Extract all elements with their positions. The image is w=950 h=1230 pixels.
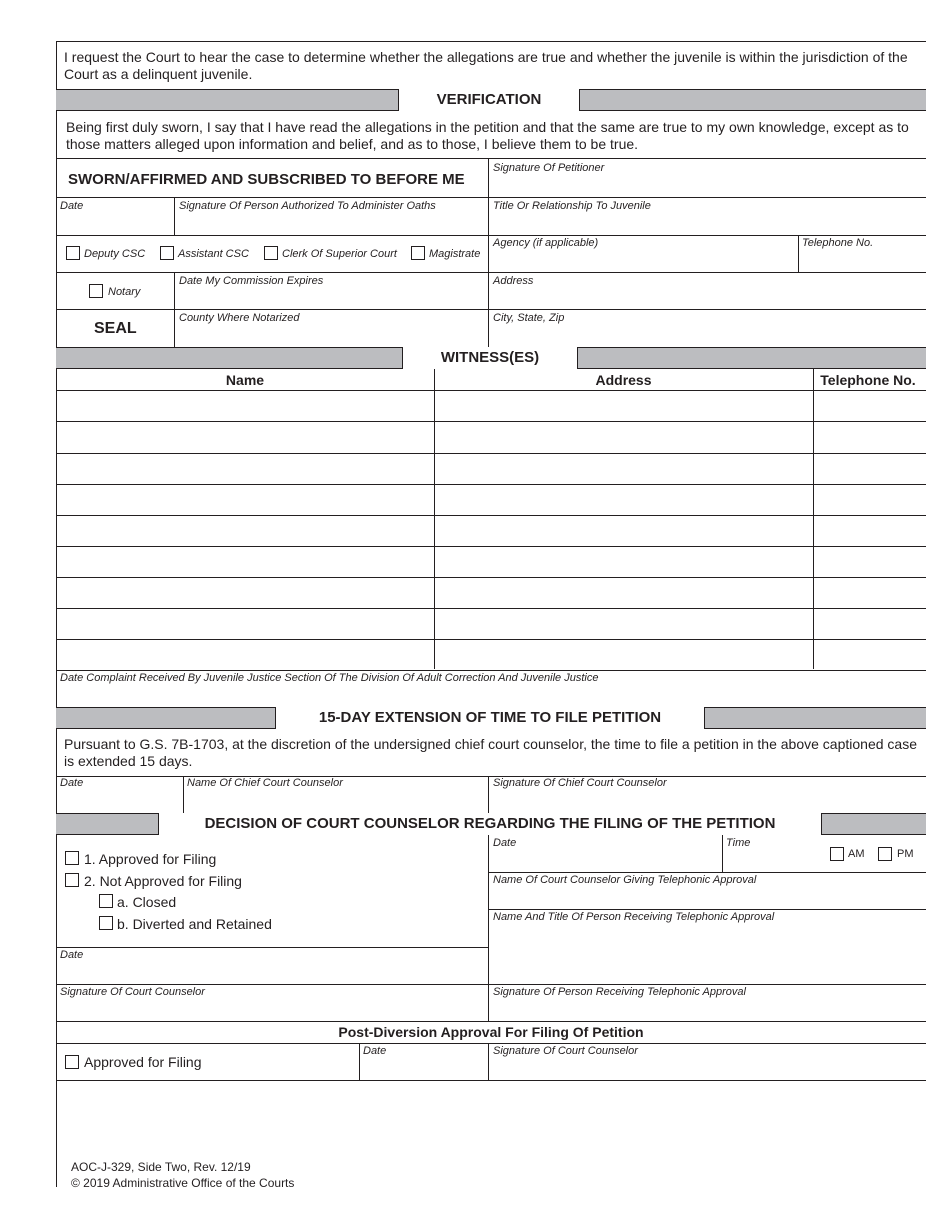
agency-field[interactable] <box>489 249 797 271</box>
col-telephone-header: Telephone No. <box>820 372 916 388</box>
telephone-field[interactable] <box>799 249 926 271</box>
witness-address-cell[interactable] <box>435 547 813 577</box>
extension-date-label: Date <box>60 777 84 789</box>
county-notarized-field[interactable] <box>175 324 487 346</box>
oath-date-field[interactable] <box>57 212 173 234</box>
am-label: AM <box>848 848 865 860</box>
witness-address-cell[interactable] <box>435 640 813 670</box>
verification-title: VERIFICATION <box>398 89 580 111</box>
copyright: © 2019 Administrative Office of the Courts <box>71 1176 295 1190</box>
sig-petitioner-label: Signature Of Petitioner <box>493 162 605 174</box>
sworn-heading: SWORN/AFFIRMED AND SUBSCRIBED TO BEFORE ME <box>68 171 465 188</box>
address-label: Address <box>493 275 534 287</box>
magistrate-label: Magistrate <box>429 248 481 260</box>
clerk-label: Clerk Of Superior Court <box>282 248 397 260</box>
am-checkbox[interactable] <box>830 847 844 861</box>
witness-telephone-cell[interactable] <box>814 578 926 608</box>
witness-name-cell[interactable] <box>57 391 434 421</box>
witness-telephone-cell[interactable] <box>814 547 926 577</box>
witness-telephone-cell[interactable] <box>814 609 926 639</box>
witness-address-cell[interactable] <box>435 578 813 608</box>
telephonic-date-field[interactable] <box>489 849 721 871</box>
decision-title: DECISION OF COURT COUNSELOR REGARDING THE FILING OF THE PETITION <box>158 813 822 835</box>
magistrate-checkbox[interactable] <box>411 246 425 260</box>
sig-chief-counselor-field[interactable] <box>489 790 926 812</box>
col-name-header: Name <box>225 372 265 388</box>
complaint-received-label: Date Complaint Received By Juvenile Justice Section Of The Division Of Adult Correction And Juvenile Justice <box>60 672 599 684</box>
verification-text: Being first duly sworn, I say that I have read the allegations in the petition and that the same are true to my own knowledge, except as to those matters alleged upon information and belief, and as to those, I believe them to be true. <box>66 119 909 152</box>
closed-label: a. Closed <box>117 894 177 910</box>
post-diversion-title: Post-Diversion Approval For Filing Of Petition <box>338 1024 644 1040</box>
extension-title: 15-DAY EXTENSION OF TIME TO FILE PETITION <box>275 707 705 729</box>
clerk-checkbox[interactable] <box>264 246 278 260</box>
witness-address-cell[interactable] <box>435 516 813 546</box>
time-label: Time <box>726 837 751 849</box>
name-giving-approval-label: Name Of Court Counselor Giving Telephonic Approval <box>493 874 757 886</box>
sig-chief-counselor-label: Signature Of Chief Court Counselor <box>493 777 667 789</box>
pm-label: PM <box>897 848 914 860</box>
commission-expires-label: Date My Commission Expires <box>179 275 324 287</box>
notary-checkbox[interactable] <box>89 284 103 298</box>
decision-date-field[interactable] <box>57 961 487 983</box>
witness-address-cell[interactable] <box>435 391 813 421</box>
closed-checkbox[interactable] <box>99 894 113 908</box>
witness-name-cell[interactable] <box>57 516 434 546</box>
witness-telephone-cell[interactable] <box>814 422 926 453</box>
witness-name-cell[interactable] <box>57 640 434 670</box>
telephonic-date-label: Date <box>493 837 517 849</box>
assistant-csc-checkbox[interactable] <box>160 246 174 260</box>
post-approved-checkbox[interactable] <box>65 1055 79 1069</box>
witness-address-cell[interactable] <box>435 422 813 453</box>
not-approved-filing-label: 2. Not Approved for Filing <box>84 873 242 889</box>
diverted-retained-label: b. Diverted and Retained <box>117 916 272 932</box>
witness-telephone-cell[interactable] <box>814 516 926 546</box>
witness-address-cell[interactable] <box>435 485 813 515</box>
witness-name-cell[interactable] <box>57 609 434 639</box>
witness-telephone-cell[interactable] <box>814 454 926 484</box>
seal-label: SEAL <box>94 320 137 337</box>
sig-receiving-approval-field[interactable] <box>489 998 926 1020</box>
title-relationship-label: Title Or Relationship To Juvenile <box>493 200 651 212</box>
name-chief-counselor-label: Name Of Chief Court Counselor <box>187 777 343 789</box>
sig-court-counselor-field[interactable] <box>57 998 487 1020</box>
sig-receiving-approval-label: Signature Of Person Receiving Telephonic Approval <box>493 986 746 998</box>
col-address-header: Address <box>595 372 652 388</box>
time-field[interactable] <box>723 849 823 871</box>
address-field[interactable] <box>489 287 926 308</box>
form-id: AOC-J-329, Side Two, Rev. 12/19 <box>71 1160 251 1174</box>
extension-date-field[interactable] <box>57 790 182 812</box>
witness-name-cell[interactable] <box>57 547 434 577</box>
name-receiving-approval-field[interactable] <box>489 923 926 983</box>
telephone-label: Telephone No. <box>802 237 874 249</box>
post-date-label: Date <box>363 1045 387 1057</box>
witness-name-cell[interactable] <box>57 454 434 484</box>
top-border <box>56 41 926 42</box>
intro-text: I request the Court to hear the case to determine whether the allegations are true and whether the juvenile is within the jurisdiction of the Court as a delinquent juvenile. <box>64 49 908 82</box>
city-state-zip-label: City, State, Zip <box>493 312 565 324</box>
witness-telephone-cell[interactable] <box>814 640 926 670</box>
decision-date-label: Date <box>60 949 84 961</box>
sig-authorized-field[interactable] <box>175 212 487 234</box>
commission-expires-field[interactable] <box>175 287 487 308</box>
post-sig-counselor-field[interactable] <box>489 1057 926 1079</box>
sig-authorized-label: Signature Of Person Authorized To Administer Oaths <box>179 200 436 212</box>
witness-name-cell[interactable] <box>57 578 434 608</box>
pm-checkbox[interactable] <box>878 847 892 861</box>
agency-label: Agency (if applicable) <box>493 237 599 249</box>
not-approved-filing-checkbox[interactable] <box>65 873 79 887</box>
post-approved-label: Approved for Filing <box>84 1054 202 1070</box>
extension-text: Pursuant to G.S. 7B-1703, at the discretion of the undersigned chief court counselor, the time to file a petition in the above captioned case is extended 15 days. <box>64 736 917 769</box>
approved-filing-checkbox[interactable] <box>65 851 79 865</box>
title-relationship-field[interactable] <box>489 212 926 234</box>
witness-telephone-cell[interactable] <box>814 391 926 421</box>
witnesses-title: WITNESS(ES) <box>402 347 578 369</box>
city-state-zip-field[interactable] <box>489 324 926 346</box>
sig-petitioner-field[interactable] <box>489 174 926 196</box>
post-date-field[interactable] <box>360 1057 487 1079</box>
notary-label: Notary <box>108 286 141 298</box>
name-giving-approval-field[interactable] <box>489 886 926 908</box>
diverted-retained-checkbox[interactable] <box>99 916 113 930</box>
witness-address-cell[interactable] <box>435 454 813 484</box>
deputy-csc-checkbox[interactable] <box>66 246 80 260</box>
county-notarized-label: County Where Notarized <box>179 312 300 324</box>
post-sig-counselor-label: Signature Of Court Counselor <box>493 1045 638 1057</box>
assistant-csc-label: Assistant CSC <box>178 248 249 260</box>
approved-filing-label: 1. Approved for Filing <box>84 851 217 867</box>
complaint-received-field[interactable] <box>57 684 926 706</box>
witness-telephone-cell[interactable] <box>814 485 926 515</box>
deputy-csc-label: Deputy CSC <box>84 248 146 260</box>
oath-date-label: Date <box>60 200 84 212</box>
witness-name-cell[interactable] <box>57 422 434 453</box>
witness-address-cell[interactable] <box>435 609 813 639</box>
sig-court-counselor-label: Signature Of Court Counselor <box>60 986 205 998</box>
name-chief-counselor-field[interactable] <box>184 790 487 812</box>
name-receiving-approval-label: Name And Title Of Person Receiving Telephonic Approval <box>493 911 775 923</box>
witness-name-cell[interactable] <box>57 485 434 515</box>
